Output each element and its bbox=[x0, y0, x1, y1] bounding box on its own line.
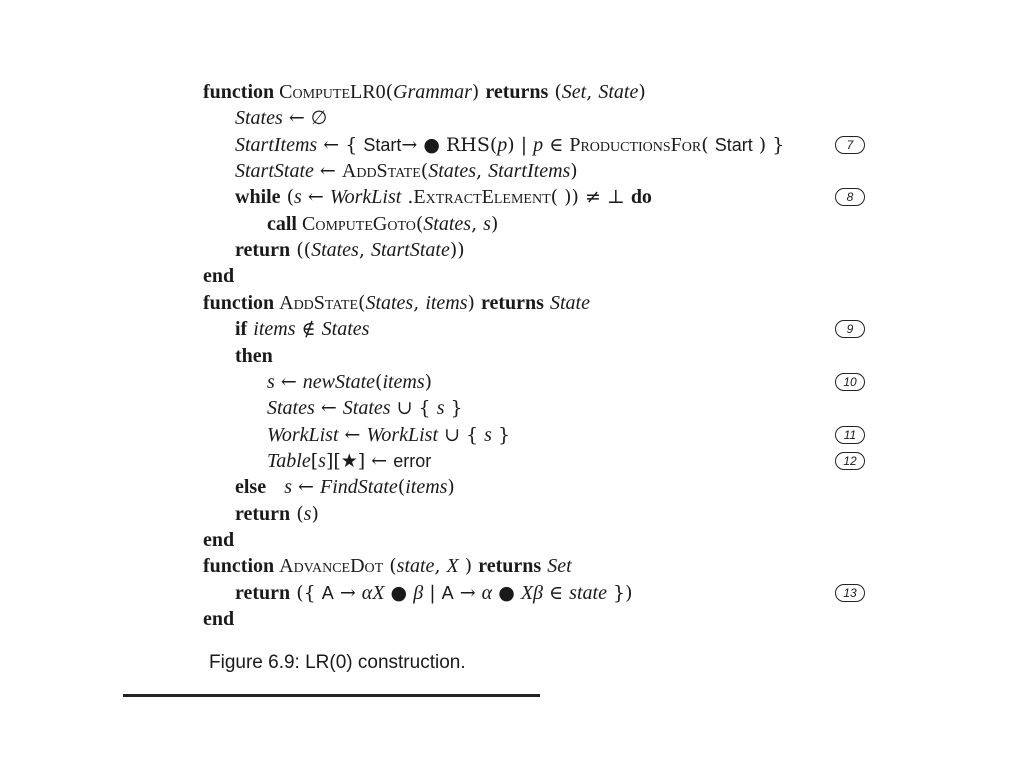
code-line bbox=[235, 580, 633, 606]
code-line bbox=[203, 79, 646, 105]
code-token: returns bbox=[480, 291, 544, 314]
code-token: ) bbox=[490, 212, 499, 235]
code-token: return bbox=[235, 239, 291, 262]
code-line bbox=[203, 263, 234, 289]
code-token: αX bbox=[361, 581, 385, 604]
code-line bbox=[235, 237, 465, 263]
code-token: ( bbox=[358, 291, 366, 314]
code-line bbox=[235, 316, 369, 342]
code-token: function bbox=[203, 291, 280, 314]
code-token: ← bbox=[313, 160, 342, 183]
code-token: ( bbox=[415, 212, 424, 235]
line-marker-badge: 10 bbox=[835, 373, 865, 391]
code-token: ) bbox=[467, 291, 481, 314]
code-token: ∈ bbox=[543, 133, 570, 156]
code-token: ( bbox=[397, 476, 406, 499]
line-marker-badge: 9 bbox=[835, 320, 865, 338]
code-token: ) bbox=[311, 502, 319, 525]
code-line bbox=[235, 105, 327, 131]
code-token: ( bbox=[383, 555, 397, 578]
code-token: ExtractElement bbox=[413, 186, 551, 209]
code-token: ( bbox=[548, 81, 562, 103]
code-token: ProductionsFor bbox=[569, 133, 702, 156]
code-token: )) bbox=[449, 239, 465, 262]
code-token: else bbox=[235, 476, 267, 499]
code-token: s bbox=[484, 423, 492, 446]
code-token: do bbox=[630, 186, 652, 209]
code-token: ← bbox=[314, 397, 343, 420]
code-token: States bbox=[311, 239, 359, 262]
code-token: X bbox=[446, 555, 459, 578]
code-token: ) bbox=[424, 370, 433, 393]
code-token: , bbox=[358, 239, 371, 262]
code-token: A bbox=[441, 582, 454, 603]
line-marker-badge: 12 bbox=[835, 452, 865, 470]
code-token: States bbox=[321, 318, 370, 341]
code-line bbox=[267, 211, 498, 237]
code-token: return bbox=[235, 502, 291, 525]
line-marker-badge: 8 bbox=[835, 188, 865, 206]
code-token: ( )) ≠ ⊥ bbox=[550, 186, 631, 209]
code-token: ← bbox=[292, 476, 321, 499]
code-line bbox=[267, 395, 463, 421]
code-token: returns bbox=[485, 81, 549, 103]
code-token: Start bbox=[363, 134, 402, 155]
code-token: , bbox=[586, 81, 599, 103]
code-line bbox=[203, 527, 234, 553]
code-line bbox=[235, 184, 652, 210]
code-token: Start bbox=[714, 134, 753, 155]
code-token: function bbox=[203, 81, 280, 103]
code-token: ● bbox=[384, 581, 414, 604]
code-token: return bbox=[235, 581, 291, 604]
code-token: . bbox=[401, 186, 414, 209]
code-token: }) bbox=[606, 581, 633, 604]
code-token: ][★] ← bbox=[325, 449, 394, 472]
code-token: while bbox=[235, 186, 281, 209]
code-token: A bbox=[321, 582, 334, 603]
code-token: s bbox=[436, 397, 445, 420]
code-token: ( bbox=[280, 186, 295, 209]
code-token: States bbox=[342, 397, 391, 420]
code-token: States bbox=[428, 160, 476, 183]
code-token: ( bbox=[385, 81, 394, 103]
code-token: ( bbox=[701, 133, 715, 156]
code-token: StartState bbox=[370, 239, 450, 262]
code-token: ) bbox=[447, 476, 455, 499]
code-token: FindState bbox=[320, 476, 398, 499]
code-token: ComputeLR0 bbox=[279, 81, 386, 103]
code-token: Xβ bbox=[520, 581, 544, 604]
code-token: ) bbox=[458, 555, 479, 578]
code-token: ∪ { bbox=[390, 397, 437, 420]
code-token: } bbox=[444, 397, 463, 420]
code-token: function bbox=[203, 555, 280, 578]
code-token: ← { bbox=[317, 133, 364, 156]
code-token: state bbox=[569, 581, 607, 604]
code-token: newState bbox=[302, 370, 376, 393]
footnote-rule bbox=[123, 694, 540, 697]
code-line bbox=[203, 290, 590, 316]
code-token: ) bbox=[638, 81, 646, 103]
code-token: ) bbox=[471, 81, 486, 103]
code-token: items bbox=[253, 318, 296, 341]
code-token: error bbox=[393, 450, 432, 471]
code-token: s bbox=[483, 212, 491, 235]
code-token: ∈ bbox=[543, 581, 570, 604]
code-token: State bbox=[550, 291, 590, 314]
code-token: State bbox=[598, 81, 639, 103]
code-token: end bbox=[203, 608, 235, 630]
code-line bbox=[235, 132, 784, 158]
code-line bbox=[267, 422, 510, 448]
line-marker-badge: 7 bbox=[835, 136, 865, 154]
code-token: ( bbox=[290, 502, 304, 525]
code-line bbox=[203, 553, 572, 579]
code-token: , bbox=[475, 160, 489, 183]
code-token: | bbox=[423, 581, 442, 604]
code-token: s bbox=[303, 502, 312, 525]
code-line bbox=[235, 474, 455, 500]
code-token: returns bbox=[478, 555, 542, 578]
code-token: , bbox=[471, 212, 484, 235]
code-token: items bbox=[382, 370, 425, 393]
code-token: s bbox=[318, 449, 326, 472]
code-token: StartItems bbox=[488, 160, 571, 183]
code-token bbox=[266, 476, 284, 498]
code-token: ∪ { bbox=[438, 423, 485, 446]
code-token: ← bbox=[338, 423, 367, 446]
code-token: ● bbox=[492, 581, 521, 604]
code-token: ( bbox=[420, 160, 429, 183]
code-token: WorkList bbox=[267, 423, 339, 446]
line-marker-badge: 11 bbox=[835, 426, 865, 444]
code-token: WorkList bbox=[366, 423, 439, 446]
code-line bbox=[267, 369, 432, 395]
code-token: p bbox=[533, 133, 544, 156]
code-token: (( bbox=[290, 239, 312, 262]
code-line bbox=[235, 158, 578, 184]
code-token: ) } bbox=[752, 133, 785, 156]
code-line bbox=[235, 343, 273, 369]
code-token: StartState bbox=[235, 160, 314, 183]
code-line bbox=[203, 606, 234, 632]
code-token: s bbox=[267, 370, 275, 393]
code-token: ← bbox=[274, 370, 303, 393]
code-token: → bbox=[333, 581, 362, 604]
code-token: end bbox=[203, 528, 235, 551]
code-token: Table bbox=[267, 449, 311, 472]
code-token: ← ∅ bbox=[282, 107, 328, 130]
code-token: s bbox=[284, 476, 293, 499]
code-token: , bbox=[434, 555, 447, 578]
code-token: [ bbox=[310, 449, 319, 472]
code-token: α bbox=[481, 581, 493, 604]
code-token: ComputeGoto bbox=[302, 212, 416, 235]
code-token: ( bbox=[375, 370, 383, 393]
code-token: p bbox=[497, 133, 508, 156]
code-token: AddState bbox=[279, 291, 359, 314]
code-token: Set bbox=[561, 81, 587, 103]
code-token: ∉ bbox=[295, 318, 322, 341]
code-line bbox=[267, 448, 431, 474]
code-token: → ● RHS( bbox=[401, 133, 498, 156]
code-token: → bbox=[453, 581, 482, 604]
code-token: States bbox=[423, 212, 472, 235]
code-token: call bbox=[267, 212, 302, 235]
code-token: state bbox=[396, 555, 435, 578]
code-token: Set bbox=[547, 555, 572, 578]
code-token: ) bbox=[570, 160, 578, 183]
code-token: if bbox=[235, 318, 248, 341]
code-token: , bbox=[413, 291, 426, 314]
code-token: AddState bbox=[341, 160, 421, 183]
code-token: Grammar bbox=[393, 81, 472, 103]
code-token: then bbox=[235, 344, 273, 367]
code-token: } bbox=[491, 423, 511, 446]
code-token: States bbox=[365, 291, 414, 314]
code-token: ← bbox=[301, 186, 330, 209]
code-token: AdvanceDot bbox=[279, 555, 384, 578]
code-token: WorkList bbox=[329, 186, 402, 209]
figure-caption: Figure 6.9: LR(0) construction. bbox=[209, 652, 466, 673]
code-token: States bbox=[267, 397, 315, 420]
code-token: States bbox=[235, 107, 283, 130]
code-token: ({ bbox=[290, 581, 322, 604]
code-token: items bbox=[405, 476, 448, 499]
code-token: items bbox=[425, 291, 468, 314]
code-token: end bbox=[203, 265, 235, 288]
code-token: s bbox=[294, 186, 302, 209]
code-line bbox=[235, 501, 319, 527]
code-token: StartItems bbox=[235, 133, 318, 156]
code-token: β bbox=[413, 581, 424, 604]
line-marker-badge: 13 bbox=[835, 584, 865, 602]
code-token: ) | bbox=[507, 133, 534, 156]
